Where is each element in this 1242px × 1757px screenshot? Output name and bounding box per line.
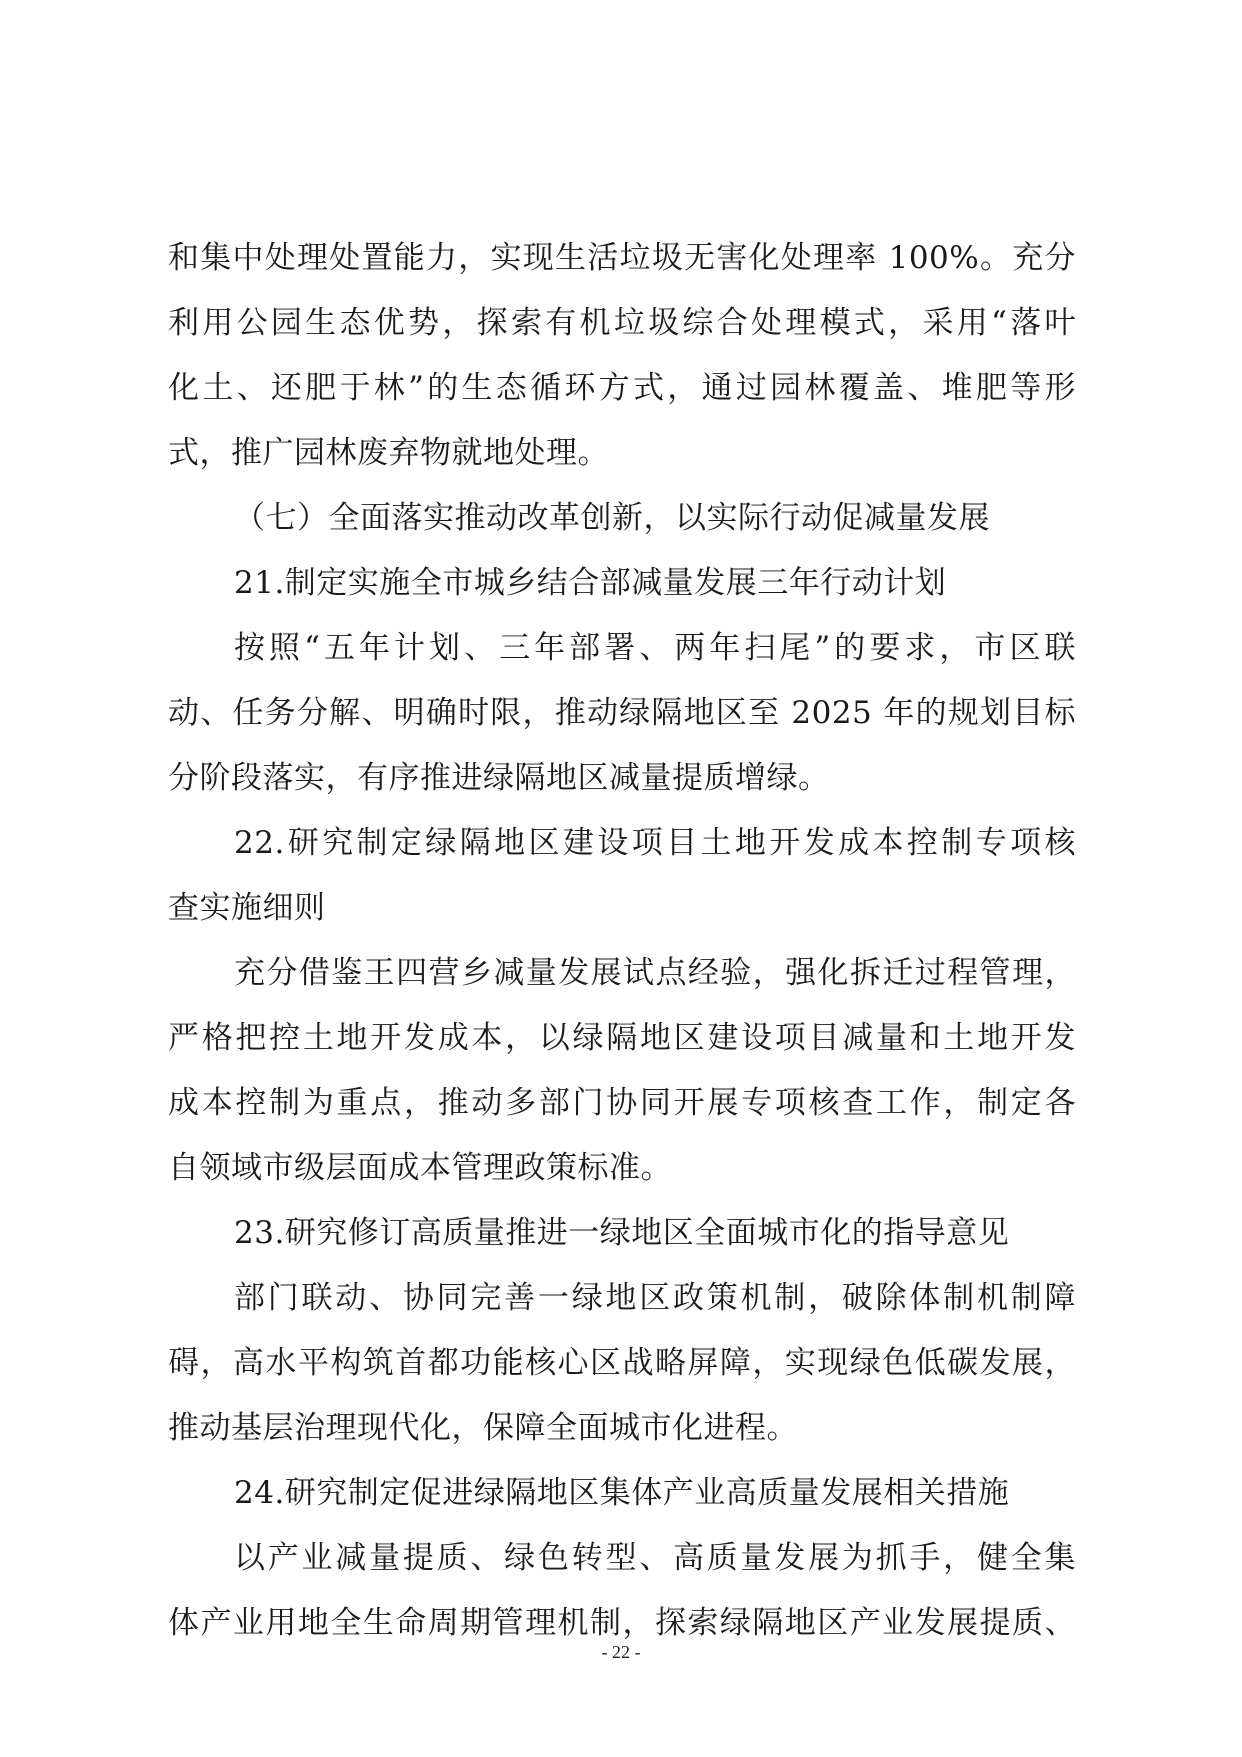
paragraph-line: 化土、还肥于林”的生态循环方式，通过园林覆盖、堆肥等形 — [168, 370, 1076, 406]
paragraph-line: 成本控制为重点，推动多部门协同开展专项核查工作，制定各 — [168, 1085, 1076, 1121]
paragraph-line: 充分借鉴王四营乡减量发展试点经验，强化拆迁过程管理， — [234, 955, 1076, 991]
body-text — [168, 226, 1076, 1656]
section-heading: （七）全面落实推动改革创新，以实际行动促减量发展 — [234, 500, 990, 536]
item-heading-22: 22.研究制定绿隔地区建设项目土地开发成本控制专项核 — [234, 825, 1076, 861]
paragraph-line: 利用公园生态优势，探索有机垃圾综合处理模式，采用“落叶 — [168, 305, 1076, 341]
paragraph-line: 自领域市级层面成本管理政策标准。 — [168, 1150, 672, 1186]
paragraph-line: 体产业用地全生命周期管理机制，探索绿隔地区产业发展提质、 — [168, 1605, 1076, 1641]
paragraph-line: 严格把控土地开发成本，以绿隔地区建设项目减量和土地开发 — [168, 1020, 1076, 1056]
paragraph-line: 碍，高水平构筑首都功能核心区战略屏障，实现绿色低碳发展， — [168, 1345, 1076, 1381]
item-heading-24: 24.研究制定促进绿隔地区集体产业高质量发展相关措施 — [234, 1475, 1010, 1511]
paragraph-line: 和集中处理处置能力，实现生活垃圾无害化处理率 100%。充分 — [168, 240, 1076, 276]
item-heading-21: 21.制定实施全市城乡结合部减量发展三年行动计划 — [234, 565, 947, 601]
item-heading-23: 23.研究修订高质量推进一绿地区全面城市化的指导意见 — [234, 1215, 1010, 1251]
paragraph-line: 动、任务分解、明确时限，推动绿隔地区至 2025 年的规划目标 — [168, 695, 1076, 731]
paragraph-line: 式，推广园林废弃物就地处理。 — [168, 435, 609, 471]
paragraph-line: 部门联动、协同完善一绿地区政策机制，破除体制机制障 — [234, 1280, 1076, 1316]
paragraph-line: 按照“五年计划、三年部署、两年扫尾”的要求，市区联 — [234, 630, 1076, 666]
paragraph-line: 推动基层治理现代化，保障全面城市化进程。 — [168, 1410, 798, 1446]
paragraph-line: 以产业减量提质、绿色转型、高质量发展为抓手，健全集 — [234, 1540, 1076, 1576]
paragraph-line: 分阶段落实，有序推进绿隔地区减量提质增绿。 — [168, 760, 830, 796]
item-heading-22-cont: 查实施细则 — [168, 890, 326, 926]
page-number: - 22 - — [601, 1642, 641, 1662]
